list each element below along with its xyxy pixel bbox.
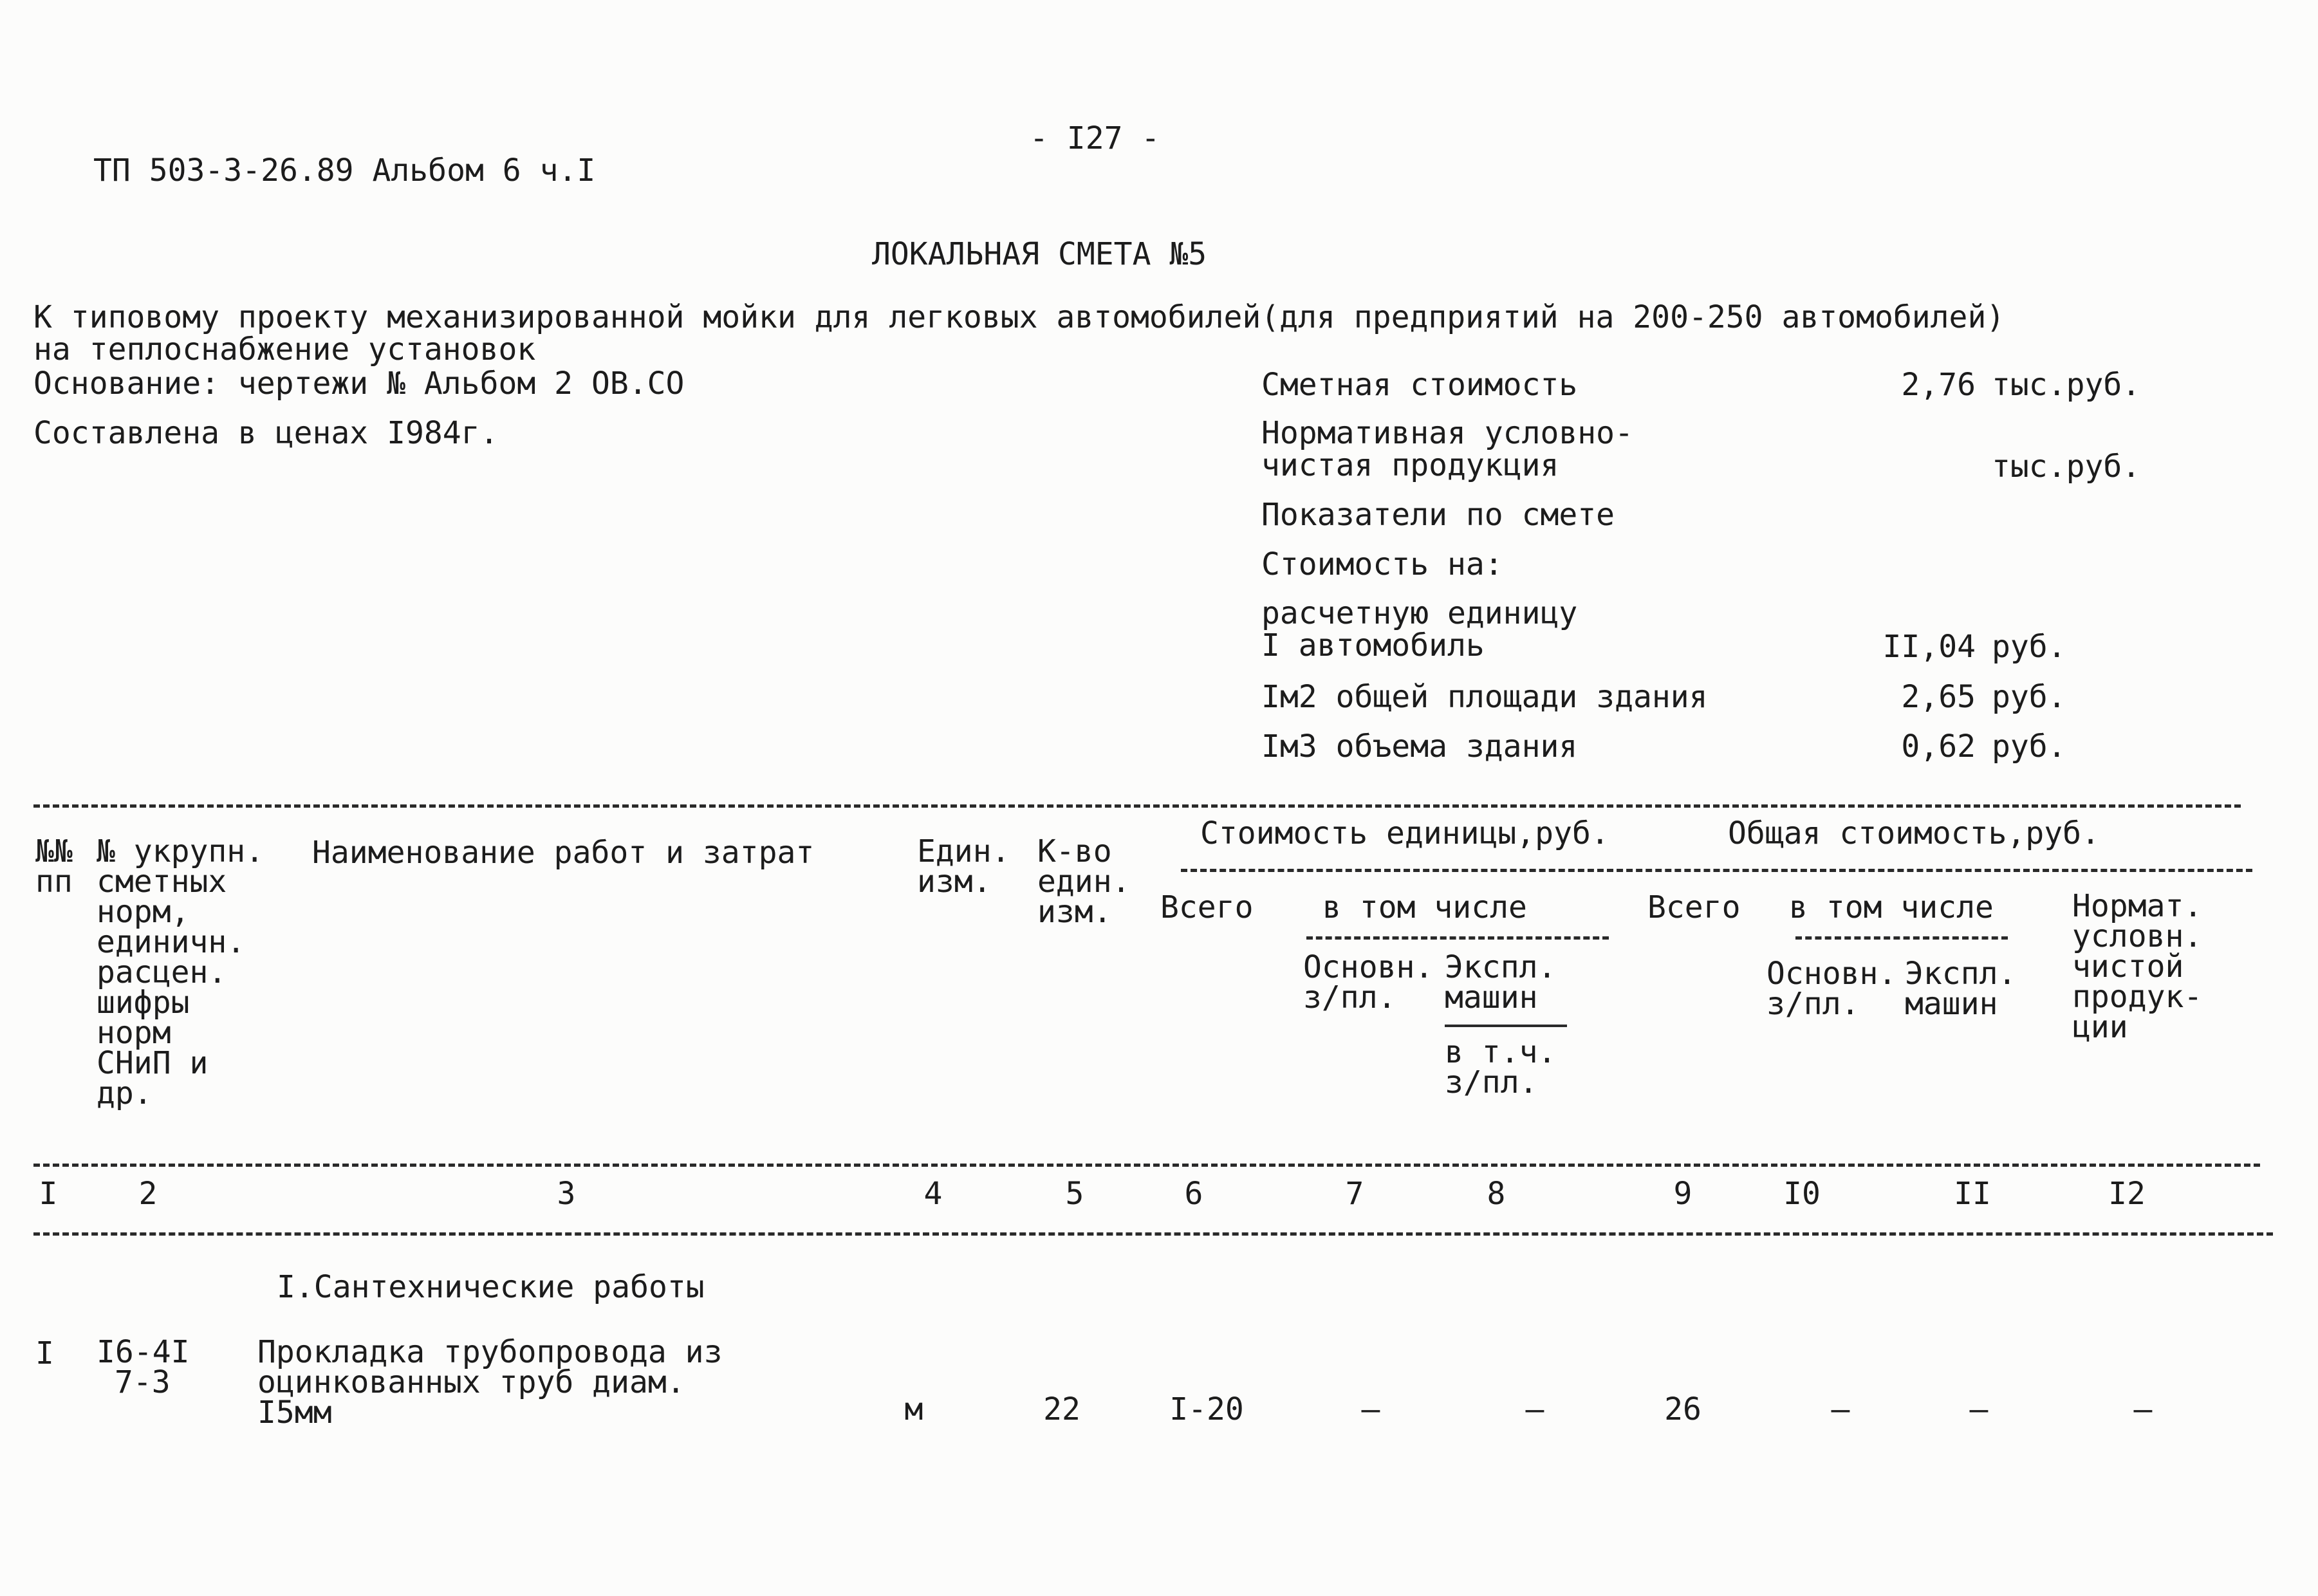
header-col-2: № укрупн. сметных норм, единичн. расцен. шифры норм СНиП и др. (97, 833, 264, 1112)
column-number: 7 (1345, 1176, 1364, 1212)
machines-rule (1445, 1025, 1567, 1027)
row-number: I (35, 1335, 54, 1371)
column-number: 3 (557, 1176, 576, 1212)
normative-label-1: Нормативная условно- (1261, 415, 1633, 451)
unit-including-rule (1306, 936, 1609, 940)
section-title: I.Сантехнические работы (277, 1269, 705, 1305)
table-top-rule (33, 804, 2241, 808)
header-bottom-rule (33, 1164, 2260, 1167)
column-numbers-rule (33, 1232, 2273, 1236)
column-number: 9 (1673, 1176, 1692, 1212)
document-reference: ТП 503-3-26.89 Альбом 6 ч.I (93, 153, 596, 189)
prices-line: Составлена в ценах I984г. (33, 415, 499, 451)
row-unit-machines: – (1525, 1391, 1544, 1427)
header-col-12: Нормат. условн. чистой продук- ции (2072, 888, 2203, 1046)
estimated-cost-unit: тыс.руб. (1992, 367, 2141, 403)
volume-value: 0,62 (1901, 728, 1976, 765)
total-including-rule (1795, 936, 2008, 940)
total-basic-wage-header: Основн. з/пл. (1766, 956, 1897, 1023)
estimated-cost-label: Сметная стоимость (1261, 367, 1578, 403)
area-unit: руб. (1992, 679, 2066, 715)
unit-unit: руб. (1992, 629, 2066, 665)
normative-label-2: чистая продукция (1261, 447, 1559, 483)
unit-machines-header: Экспл. машин (1445, 949, 1557, 1016)
column-number: 4 (923, 1176, 943, 1212)
header-col-3: Наименование работ и затрат (312, 835, 815, 871)
header-col-5: К-во един. изм. (1037, 833, 1131, 931)
row-normative: – (2133, 1391, 2153, 1427)
unit-label-1: расчетную единицу (1261, 595, 1578, 631)
volume-label: Iм3 объема здания (1261, 728, 1578, 765)
total-machines-header: Экспл. машин (1905, 956, 2017, 1023)
estimated-cost-value: 2,76 (1901, 367, 1976, 403)
intro-line-2: на теплоснабжение установок (33, 331, 536, 367)
column-number: II (1954, 1176, 1991, 1212)
row-total: 26 (1664, 1391, 1701, 1427)
normative-unit: тыс.руб. (1992, 449, 2141, 485)
column-number: I0 (1783, 1176, 1821, 1212)
total-including-header: в том числе (1789, 889, 1994, 925)
page-title: ЛОКАЛЬНАЯ СМЕТА №5 (872, 236, 1207, 272)
volume-unit: руб. (1992, 728, 2066, 765)
column-number: I (39, 1176, 58, 1212)
unit-incl-wage-header: в т.ч. з/пл. (1445, 1034, 1557, 1101)
basis-line: Основание: чертежи № Альбом 2 ОВ.СО (33, 366, 685, 402)
total-cost-group: Общая стоимость,руб. (1728, 815, 2100, 851)
unit-including-header: в том числе (1322, 889, 1527, 925)
area-label: Iм2 общей площади здания (1261, 679, 1708, 715)
page-number: - I27 - (1030, 120, 1160, 156)
header-col-1: №№ пп (35, 833, 73, 900)
row-code: I6-4I 7-3 (97, 1334, 190, 1401)
indicators-label: Показатели по смете (1261, 497, 1615, 533)
row-unit: м (904, 1391, 923, 1427)
row-total-wage: – (1831, 1391, 1850, 1427)
column-number: I2 (2108, 1176, 2146, 1212)
total-total-header: Всего (1647, 889, 1741, 925)
row-unit-total: I-20 (1169, 1391, 1244, 1427)
row-work-name: Прокладка трубопровода из оцинкованных труб диам. I5мм (257, 1334, 723, 1431)
row-unit-wage: – (1361, 1391, 1380, 1427)
row-total-machines: – (1969, 1391, 1989, 1427)
unit-cost-group: Стоимость единицы,руб. (1200, 815, 1609, 851)
unit-total-header: Всего (1160, 889, 1254, 925)
intro-line-1: К типовому проекту механизированной мойки для легковых автомобилей(для предприятий на 200-250 автомобилей) (33, 299, 2005, 335)
row-quantity: 22 (1043, 1391, 1080, 1427)
cost-on-label: Стоимость на: (1261, 546, 1503, 582)
area-value: 2,65 (1901, 679, 1976, 715)
header-col-4: Един. изм. (917, 833, 1010, 900)
column-number: 6 (1184, 1176, 1203, 1212)
unit-label-2: I автомобиль (1261, 627, 1485, 663)
unit-basic-wage-header: Основн. з/пл. (1303, 949, 1434, 1016)
unit-value: II,04 (1882, 629, 1976, 665)
group-rule (1181, 869, 2252, 872)
column-number: 2 (138, 1176, 158, 1212)
column-number: 5 (1065, 1176, 1084, 1212)
column-number: 8 (1487, 1176, 1506, 1212)
